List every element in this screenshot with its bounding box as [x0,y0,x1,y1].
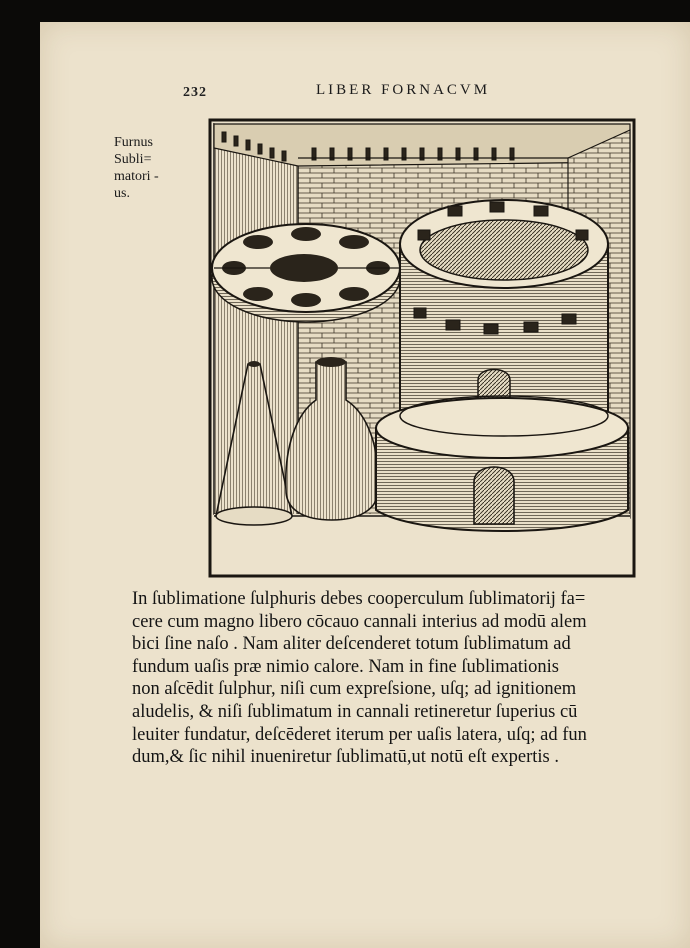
marginal-note-line: matori - [114,169,159,184]
book-page [40,22,690,948]
body-line: cere cum magno libero cōcauo cannali interius ad modū alem [132,611,587,632]
marginal-note [114,134,194,202]
marginal-note-line: us. [114,186,130,201]
body-line: bici ſine naſo . Nam aliter deſcenderet totum ſublimatum ad [132,634,571,655]
body-line: non aſcēdit ſulphur, niſi cum expreſsione, uſq; ad ignitionem [132,679,577,700]
running-title: LIBER FORNACVM [316,82,491,98]
body-line: aludelis, & niſi ſublimatum in cannali retineretur ſuperius cū [132,701,578,722]
body-line: In ſublimatione ſulphuris debes cooperculum ſublimatorij fa= [132,589,586,609]
body-line: leuiter fundatur, deſcēderet iterum per uaſis latera, uſq; ad fun [132,724,587,745]
marginal-note-line: Subli= [114,152,152,167]
body-text [132,588,662,769]
body-line: fundum uaſis præ nimio calore. Nam in fine ſublimationis [132,656,559,677]
page-number: 232 [183,85,207,100]
marginal-note-line: Furnus [114,135,153,150]
furnace-woodcut-illustration [208,118,636,578]
body-line: dum,& ſic nihil inueniretur ſublimatū,ut notū eſt expertis . [132,747,559,768]
